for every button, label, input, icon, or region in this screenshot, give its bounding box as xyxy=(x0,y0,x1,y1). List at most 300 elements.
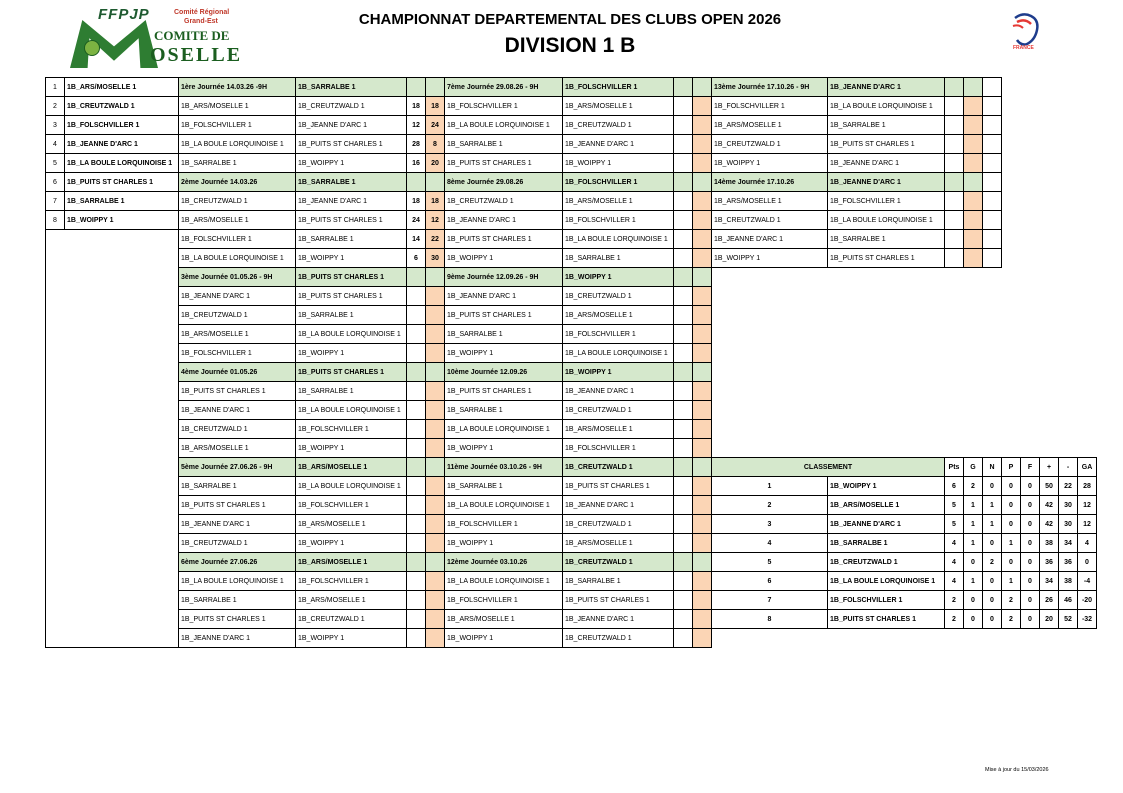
empty-cell xyxy=(983,287,1002,306)
match-score-home xyxy=(407,344,426,363)
match-score-home xyxy=(674,306,693,325)
match-away-team: 1B_CREUTZWALD 1 xyxy=(563,401,674,420)
match-score-away xyxy=(693,249,712,268)
match-home-team: 1B_FOLSCHVILLER 1 xyxy=(712,97,828,116)
round-host: 1B_PUITS ST CHARLES 1 xyxy=(296,268,407,287)
table-row xyxy=(46,458,1117,477)
match-score-away: 20 xyxy=(426,154,445,173)
ranking-value-3: 0 xyxy=(1002,496,1021,515)
match-score-away xyxy=(964,154,983,173)
match-score-away xyxy=(964,211,983,230)
match-score-away xyxy=(426,439,445,458)
match-score-home xyxy=(407,591,426,610)
match-score-away xyxy=(693,211,712,230)
ranking-position: 7 xyxy=(712,591,828,610)
match-score-away xyxy=(426,401,445,420)
match-score-home xyxy=(407,401,426,420)
match-score-away xyxy=(426,591,445,610)
team-name: 1B_FOLSCHVILLER 1 xyxy=(65,116,179,135)
match-score-home xyxy=(407,572,426,591)
team-name: 1B_PUITS ST CHARLES 1 xyxy=(65,173,179,192)
match-score-home xyxy=(407,382,426,401)
ranking-team: 1B_WOIPPY 1 xyxy=(828,477,945,496)
table-row xyxy=(46,401,1117,420)
match-home-team: 1B_JEANNE D'ARC 1 xyxy=(179,287,296,306)
empty-cell xyxy=(983,629,1002,648)
match-away-team: 1B_CREUTZWALD 1 xyxy=(563,629,674,648)
empty-cell xyxy=(964,344,983,363)
match-score-away: 18 xyxy=(426,97,445,116)
match-score-home xyxy=(674,97,693,116)
ranking-value-2: 1 xyxy=(983,515,1002,534)
match-away-team: 1B_ARS/MOSELLE 1 xyxy=(563,97,674,116)
ranking-position: 8 xyxy=(712,610,828,629)
round-host: 1B_JEANNE D'ARC 1 xyxy=(828,78,945,97)
round-title: 5ème Journée 27.06.26 - 9H xyxy=(179,458,296,477)
score-header-home xyxy=(945,78,964,97)
ranking-position: 6 xyxy=(712,572,828,591)
match-score-away xyxy=(964,249,983,268)
round-title: 6ème Journée 27.06.26 xyxy=(179,553,296,572)
ranking-value-2: 0 xyxy=(983,477,1002,496)
ranking-header-3: P xyxy=(1002,458,1021,477)
empty-cell xyxy=(712,306,828,325)
match-score-away xyxy=(964,116,983,135)
ranking-header-1: G xyxy=(964,458,983,477)
match-away-team: 1B_FOLSCHVILLER 1 xyxy=(828,192,945,211)
team-number: 3 xyxy=(46,116,65,135)
match-score-away xyxy=(426,306,445,325)
score-header-home xyxy=(945,173,964,192)
ffl-label: FRANCE xyxy=(1013,45,1034,50)
match-away-team: 1B_FOLSCHVILLER 1 xyxy=(563,439,674,458)
match-away-team: 1B_CREUTZWALD 1 xyxy=(563,116,674,135)
round-title: 12ème Journée 03.10.26 xyxy=(445,553,563,572)
table-row xyxy=(46,268,1117,287)
match-score-home xyxy=(674,287,693,306)
match-home-team: 1B_LA BOULE LORQUINOISE 1 xyxy=(445,572,563,591)
match-away-team: 1B_CREUTZWALD 1 xyxy=(563,287,674,306)
empty-cell xyxy=(712,344,828,363)
match-score-away xyxy=(693,591,712,610)
round-host: 1B_SARRALBE 1 xyxy=(296,78,407,97)
empty-cell xyxy=(983,268,1002,287)
team-name: 1B_CREUTZWALD 1 xyxy=(65,97,179,116)
round-host: 1B_CREUTZWALD 1 xyxy=(563,458,674,477)
division-title: DIVISION 1 B xyxy=(504,34,636,57)
match-score-home: 18 xyxy=(407,192,426,211)
federation-rooster-logo xyxy=(1005,10,1047,50)
match-score-home xyxy=(674,116,693,135)
ranking-value-3: 2 xyxy=(1002,591,1021,610)
match-score-away xyxy=(693,610,712,629)
match-score-away xyxy=(693,420,712,439)
score-header-away xyxy=(426,173,445,192)
spacer-cell xyxy=(983,154,1002,173)
empty-cell xyxy=(964,287,983,306)
empty-cell xyxy=(828,629,945,648)
empty-cell xyxy=(828,363,945,382)
match-home-team: 1B_SARRALBE 1 xyxy=(445,325,563,344)
round-host: 1B_ARS/MOSELLE 1 xyxy=(296,458,407,477)
match-score-home xyxy=(945,192,964,211)
empty-cell xyxy=(983,439,1002,458)
ranking-header-2: N xyxy=(983,458,1002,477)
match-home-team: 1B_ARS/MOSELLE 1 xyxy=(179,325,296,344)
match-home-team: 1B_ARS/MOSELLE 1 xyxy=(179,439,296,458)
ranking-value-7: 12 xyxy=(1078,515,1097,534)
empty-cell xyxy=(964,439,983,458)
match-home-team: 1B_CREUTZWALD 1 xyxy=(179,534,296,553)
ranking-value-0: 2 xyxy=(945,591,964,610)
empty-cell xyxy=(964,268,983,287)
match-score-home: 6 xyxy=(407,249,426,268)
match-score-away xyxy=(426,496,445,515)
score-header-home xyxy=(674,553,693,572)
match-score-home xyxy=(674,439,693,458)
round-title: 13ème Journée 17.10.26 - 9H xyxy=(712,78,828,97)
match-home-team: 1B_JEANNE D'ARC 1 xyxy=(179,401,296,420)
score-header-away xyxy=(426,78,445,97)
match-home-team: 1B_JEANNE D'ARC 1 xyxy=(445,211,563,230)
match-score-home: 14 xyxy=(407,230,426,249)
match-away-team: 1B_LA BOULE LORQUINOISE 1 xyxy=(828,211,945,230)
match-home-team: 1B_JEANNE D'ARC 1 xyxy=(712,230,828,249)
match-away-team: 1B_FOLSCHVILLER 1 xyxy=(563,211,674,230)
match-home-team: 1B_CREUTZWALD 1 xyxy=(179,420,296,439)
match-home-team: 1B_PUITS ST CHARLES 1 xyxy=(445,154,563,173)
empty-cell xyxy=(983,306,1002,325)
score-header-home xyxy=(674,268,693,287)
match-score-away xyxy=(426,610,445,629)
empty-cell xyxy=(983,382,1002,401)
match-score-home xyxy=(945,249,964,268)
empty-cell xyxy=(1078,629,1097,648)
empty-cell xyxy=(983,363,1002,382)
round-title: 3ème Journée 01.05.26 - 9H xyxy=(179,268,296,287)
match-home-team: 1B_PUITS ST CHARLES 1 xyxy=(179,382,296,401)
match-home-team: 1B_LA BOULE LORQUINOISE 1 xyxy=(179,572,296,591)
match-score-home xyxy=(674,629,693,648)
match-score-away xyxy=(964,192,983,211)
round-host: 1B_CREUTZWALD 1 xyxy=(563,553,674,572)
ranking-value-4: 0 xyxy=(1021,515,1040,534)
ranking-value-1: 1 xyxy=(964,515,983,534)
match-score-away xyxy=(426,572,445,591)
match-score-away xyxy=(426,534,445,553)
team-list-spacer xyxy=(46,230,179,648)
match-home-team: 1B_SARRALBE 1 xyxy=(445,401,563,420)
score-header-home xyxy=(674,458,693,477)
match-home-team: 1B_PUITS ST CHARLES 1 xyxy=(445,306,563,325)
ranking-value-0: 4 xyxy=(945,572,964,591)
ranking-value-3: 0 xyxy=(1002,477,1021,496)
empty-cell xyxy=(712,420,828,439)
match-score-home: 28 xyxy=(407,135,426,154)
score-header-home xyxy=(407,553,426,572)
match-score-away xyxy=(693,515,712,534)
empty-cell xyxy=(983,325,1002,344)
ranking-value-0: 4 xyxy=(945,553,964,572)
match-score-home xyxy=(674,515,693,534)
match-home-team: 1B_ARS/MOSELLE 1 xyxy=(712,116,828,135)
table-row xyxy=(46,97,1117,116)
ranking-value-7: -20 xyxy=(1078,591,1097,610)
match-score-home xyxy=(407,306,426,325)
match-score-away xyxy=(693,306,712,325)
table-row xyxy=(46,230,1117,249)
match-away-team: 1B_SARRALBE 1 xyxy=(296,230,407,249)
ranking-value-5: 42 xyxy=(1040,515,1059,534)
ranking-value-1: 1 xyxy=(964,534,983,553)
score-header-away xyxy=(426,458,445,477)
match-home-team: 1B_WOIPPY 1 xyxy=(445,439,563,458)
match-home-team: 1B_WOIPPY 1 xyxy=(445,344,563,363)
ranking-value-1: 0 xyxy=(964,553,983,572)
spacer-cell xyxy=(983,230,1002,249)
ranking-value-1: 1 xyxy=(964,496,983,515)
match-score-home xyxy=(407,477,426,496)
match-away-team: 1B_PUITS ST CHARLES 1 xyxy=(296,287,407,306)
score-header-away xyxy=(426,268,445,287)
round-title: 11ème Journée 03.10.26 - 9H xyxy=(445,458,563,477)
page-title: CHAMPIONNAT DEPARTEMENTAL DES CLUBS OPEN 2026 xyxy=(358,11,782,28)
match-away-team: 1B_LA BOULE LORQUINOISE 1 xyxy=(296,325,407,344)
match-home-team: 1B_WOIPPY 1 xyxy=(712,154,828,173)
match-home-team: 1B_PUITS ST CHARLES 1 xyxy=(445,230,563,249)
empty-cell xyxy=(828,344,945,363)
empty-cell xyxy=(712,629,828,648)
match-score-away xyxy=(693,344,712,363)
empty-cell xyxy=(712,401,828,420)
match-score-away xyxy=(693,97,712,116)
match-score-home xyxy=(674,477,693,496)
score-header-home xyxy=(407,173,426,192)
empty-cell xyxy=(964,420,983,439)
match-score-home xyxy=(674,325,693,344)
ffpjp-moselle-logo xyxy=(70,6,250,68)
team-number: 4 xyxy=(46,135,65,154)
ranking-position: 3 xyxy=(712,515,828,534)
empty-cell xyxy=(945,363,964,382)
team-number: 7 xyxy=(46,192,65,211)
ranking-position: 2 xyxy=(712,496,828,515)
score-header-home xyxy=(407,458,426,477)
round-title: 4ème Journée 01.05.26 xyxy=(179,363,296,382)
round-host: 1B_FOLSCHVILLER 1 xyxy=(563,173,674,192)
match-score-home xyxy=(407,534,426,553)
table-row xyxy=(46,382,1117,401)
match-score-away xyxy=(693,572,712,591)
match-score-away: 22 xyxy=(426,230,445,249)
match-score-away xyxy=(693,230,712,249)
ranking-header-5: + xyxy=(1040,458,1059,477)
empty-cell xyxy=(983,420,1002,439)
empty-cell xyxy=(712,382,828,401)
spacer-cell xyxy=(983,135,1002,154)
match-home-team: 1B_ARS/MOSELLE 1 xyxy=(712,192,828,211)
spacer-cell xyxy=(983,192,1002,211)
match-away-team: 1B_ARS/MOSELLE 1 xyxy=(563,192,674,211)
match-away-team: 1B_WOIPPY 1 xyxy=(296,154,407,173)
match-home-team: 1B_JEANNE D'ARC 1 xyxy=(179,629,296,648)
empty-cell xyxy=(983,401,1002,420)
empty-cell xyxy=(828,268,945,287)
match-score-away xyxy=(693,116,712,135)
ranking-value-1: 1 xyxy=(964,572,983,591)
ranking-team: 1B_PUITS ST CHARLES 1 xyxy=(828,610,945,629)
match-home-team: 1B_LA BOULE LORQUINOISE 1 xyxy=(179,249,296,268)
match-away-team: 1B_WOIPPY 1 xyxy=(296,629,407,648)
match-away-team: 1B_ARS/MOSELLE 1 xyxy=(563,534,674,553)
match-home-team: 1B_ARS/MOSELLE 1 xyxy=(445,610,563,629)
ranking-value-0: 5 xyxy=(945,496,964,515)
spacer-cell xyxy=(983,211,1002,230)
empty-cell xyxy=(964,363,983,382)
table-row xyxy=(46,287,1117,306)
match-away-team: 1B_SARRALBE 1 xyxy=(563,572,674,591)
ranking-value-4: 0 xyxy=(1021,591,1040,610)
ranking-value-6: 34 xyxy=(1059,534,1078,553)
match-score-home: 16 xyxy=(407,154,426,173)
match-score-away xyxy=(693,496,712,515)
empty-cell xyxy=(1059,629,1078,648)
logo-oselle: OSELLE xyxy=(150,44,243,66)
ranking-value-1: 0 xyxy=(964,610,983,629)
spacer-cell xyxy=(983,97,1002,116)
match-score-away xyxy=(693,401,712,420)
match-home-team: 1B_SARRALBE 1 xyxy=(179,154,296,173)
match-score-home xyxy=(674,610,693,629)
match-score-away xyxy=(693,629,712,648)
empty-cell xyxy=(983,344,1002,363)
ranking-value-6: 38 xyxy=(1059,572,1078,591)
ranking-value-4: 0 xyxy=(1021,572,1040,591)
match-score-away xyxy=(426,382,445,401)
match-away-team: 1B_WOIPPY 1 xyxy=(296,439,407,458)
logo-ffpjp: FFPJP xyxy=(98,6,150,23)
match-away-team: 1B_CREUTZWALD 1 xyxy=(296,610,407,629)
spacer-cell xyxy=(983,249,1002,268)
table-row xyxy=(46,154,1117,173)
match-score-away xyxy=(426,629,445,648)
ranking-value-5: 36 xyxy=(1040,553,1059,572)
match-score-away xyxy=(426,420,445,439)
match-score-home xyxy=(674,401,693,420)
empty-cell xyxy=(712,363,828,382)
table-row xyxy=(46,439,1117,458)
empty-cell xyxy=(1040,629,1059,648)
team-name: 1B_JEANNE D'ARC 1 xyxy=(65,135,179,154)
table-row xyxy=(46,629,1117,648)
match-away-team: 1B_PUITS ST CHARLES 1 xyxy=(296,211,407,230)
empty-cell xyxy=(828,439,945,458)
ranking-value-6: 30 xyxy=(1059,496,1078,515)
score-header-away xyxy=(693,363,712,382)
table-row xyxy=(46,363,1117,382)
empty-cell xyxy=(945,306,964,325)
round-host: 1B_FOLSCHVILLER 1 xyxy=(563,78,674,97)
ranking-value-2: 1 xyxy=(983,496,1002,515)
match-home-team: 1B_FOLSCHVILLER 1 xyxy=(179,230,296,249)
match-away-team: 1B_SARRALBE 1 xyxy=(828,116,945,135)
ranking-value-5: 42 xyxy=(1040,496,1059,515)
round-host: 1B_ARS/MOSELLE 1 xyxy=(296,553,407,572)
match-score-home xyxy=(674,591,693,610)
score-header-away xyxy=(693,173,712,192)
ranking-value-1: 0 xyxy=(964,591,983,610)
logo-line2: Grand-Est xyxy=(184,18,218,25)
empty-cell xyxy=(712,439,828,458)
ranking-header-0: Pts xyxy=(945,458,964,477)
match-home-team: 1B_CREUTZWALD 1 xyxy=(712,211,828,230)
ranking-value-4: 0 xyxy=(1021,496,1040,515)
match-away-team: 1B_JEANNE D'ARC 1 xyxy=(563,610,674,629)
match-away-team: 1B_JEANNE D'ARC 1 xyxy=(296,116,407,135)
match-score-away: 30 xyxy=(426,249,445,268)
match-score-home xyxy=(674,534,693,553)
empty-cell xyxy=(828,325,945,344)
empty-cell xyxy=(964,325,983,344)
match-score-home xyxy=(945,135,964,154)
table-row xyxy=(46,173,1117,192)
match-score-away xyxy=(693,192,712,211)
match-away-team: 1B_LA BOULE LORQUINOISE 1 xyxy=(563,230,674,249)
table-row xyxy=(46,515,1117,534)
ranking-value-0: 5 xyxy=(945,515,964,534)
round-host: 1B_JEANNE D'ARC 1 xyxy=(828,173,945,192)
match-away-team: 1B_WOIPPY 1 xyxy=(296,534,407,553)
ranking-value-1: 2 xyxy=(964,477,983,496)
ranking-position: 1 xyxy=(712,477,828,496)
match-score-away xyxy=(693,287,712,306)
match-score-home xyxy=(674,154,693,173)
spacer-cell xyxy=(983,116,1002,135)
round-title: 7ème Journée 29.08.26 - 9H xyxy=(445,78,563,97)
match-score-home xyxy=(674,382,693,401)
ranking-header-6: - xyxy=(1059,458,1078,477)
ranking-value-2: 0 xyxy=(983,591,1002,610)
empty-cell xyxy=(964,401,983,420)
match-home-team: 1B_SARRALBE 1 xyxy=(445,477,563,496)
table-row xyxy=(46,553,1117,572)
empty-cell xyxy=(945,439,964,458)
ranking-value-7: 0 xyxy=(1078,553,1097,572)
table-row xyxy=(46,116,1117,135)
ranking-team: 1B_FOLSCHVILLER 1 xyxy=(828,591,945,610)
match-away-team: 1B_CREUTZWALD 1 xyxy=(563,515,674,534)
empty-cell xyxy=(964,382,983,401)
empty-cell xyxy=(945,287,964,306)
ranking-team: 1B_LA BOULE LORQUINOISE 1 xyxy=(828,572,945,591)
match-score-home xyxy=(674,230,693,249)
match-away-team: 1B_WOIPPY 1 xyxy=(563,154,674,173)
match-away-team: 1B_LA BOULE LORQUINOISE 1 xyxy=(828,97,945,116)
match-away-team: 1B_PUITS ST CHARLES 1 xyxy=(563,591,674,610)
ranking-value-7: -32 xyxy=(1078,610,1097,629)
match-home-team: 1B_LA BOULE LORQUINOISE 1 xyxy=(179,135,296,154)
match-home-team: 1B_LA BOULE LORQUINOISE 1 xyxy=(445,420,563,439)
ranking-header-4: F xyxy=(1021,458,1040,477)
match-home-team: 1B_WOIPPY 1 xyxy=(712,249,828,268)
match-away-team: 1B_FOLSCHVILLER 1 xyxy=(296,572,407,591)
ranking-value-0: 4 xyxy=(945,534,964,553)
score-header-home xyxy=(674,78,693,97)
match-score-away xyxy=(964,230,983,249)
match-score-home xyxy=(674,420,693,439)
match-score-away: 24 xyxy=(426,116,445,135)
ranking-value-5: 50 xyxy=(1040,477,1059,496)
